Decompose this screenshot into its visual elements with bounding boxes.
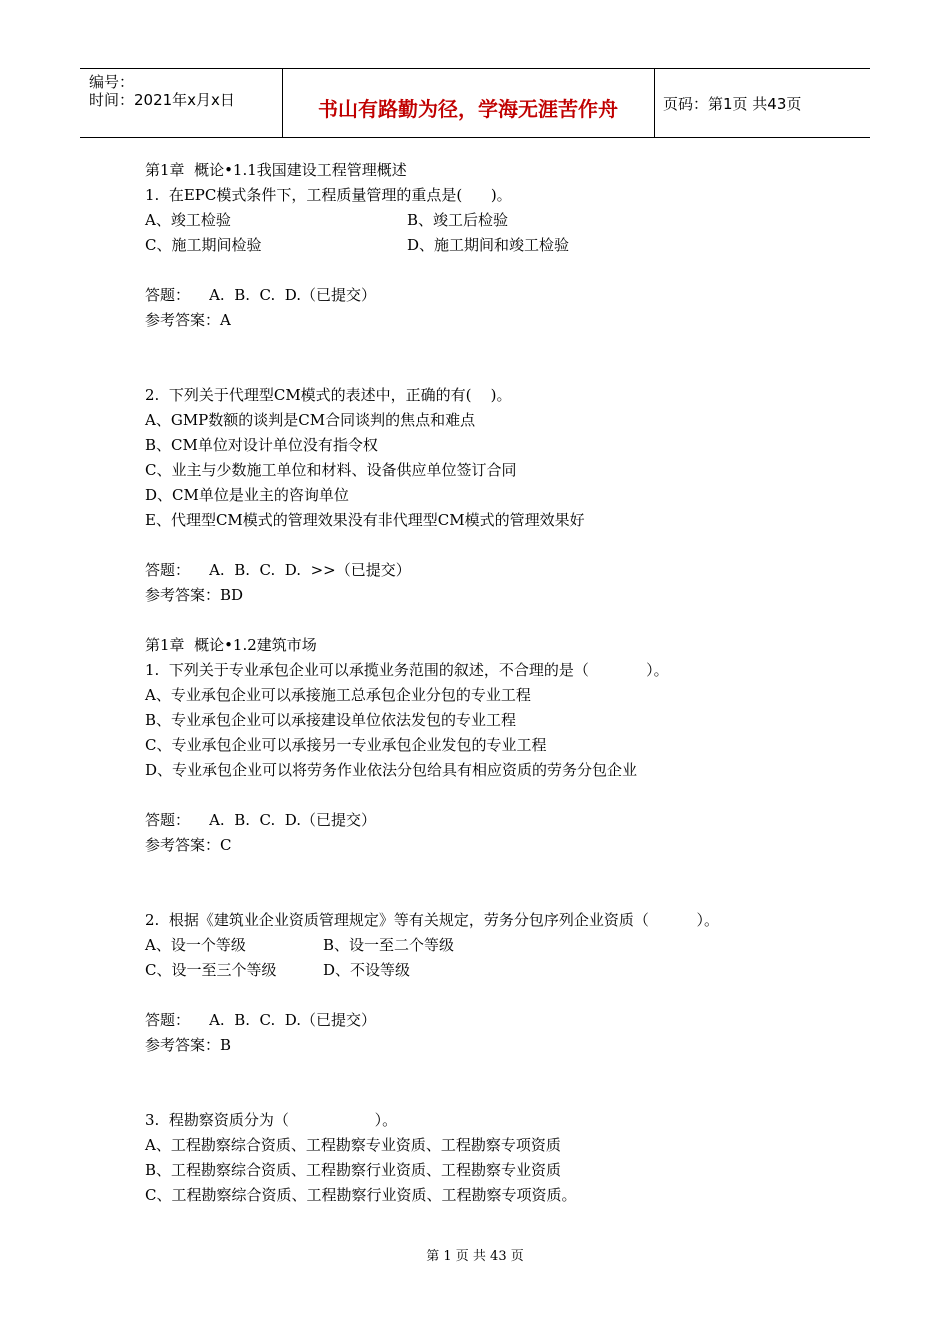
answer-line: 答题： A. B. C. D.（已提交）	[145, 811, 377, 829]
option: A、设一个等级	[145, 936, 246, 954]
time-label: 时间：2021年x月x日	[89, 91, 235, 109]
number-label: 编号：	[89, 73, 135, 91]
header-meta-cell	[80, 69, 283, 137]
section-title: 第1章 概论•1.2建筑市场	[145, 636, 317, 654]
question-stem: 1. 下列关于专业承包企业可以承揽业务范围的叙述，不合理的是（ ）。	[145, 661, 669, 679]
header-page-cell	[655, 69, 870, 137]
page-header	[80, 68, 870, 138]
option: B、专业承包企业可以承接建设单位依法发包的专业工程	[145, 711, 517, 729]
option: C、工程勘察综合资质、工程勘察行业资质、工程勘察专项资质。	[145, 1186, 577, 1204]
question-stem: 2. 下列关于代理型CM模式的表述中，正确的有( )。	[145, 386, 512, 404]
answer-line: 答题： A. B. C. D.（已提交）	[145, 286, 377, 304]
option: D、不设等级	[323, 961, 411, 979]
section-title: 第1章 概论•1.1我国建设工程管理概述	[145, 161, 407, 179]
question-stem: 1. 在EPC模式条件下，工程质量管理的重点是( )。	[145, 186, 512, 204]
option: D、施工期间和竣工检验	[407, 236, 570, 254]
option: B、竣工后检验	[407, 211, 509, 229]
option-row	[145, 933, 845, 958]
page-code: 页码：第1页 共43页	[663, 95, 802, 113]
answer-line: 答题： A. B. C. D. >>（已提交）	[145, 561, 411, 579]
document-body	[145, 158, 845, 1208]
option: A、GMP数额的谈判是CM合同谈判的焦点和难点	[145, 411, 476, 429]
option: A、竣工检验	[145, 211, 231, 229]
option: A、工程勘察综合资质、工程勘察专业资质、工程勘察专项资质	[145, 1136, 561, 1154]
reference-answer: 参考答案：B	[145, 1036, 232, 1054]
option: C、业主与少数施工单位和材料、设备供应单位签订合同	[145, 461, 517, 479]
option: E、代理型CM模式的管理效果没有非代理型CM模式的管理效果好	[145, 511, 585, 529]
option: B、设一至二个等级	[323, 936, 455, 954]
option: C、施工期间检验	[145, 236, 262, 254]
option: C、设一至三个等级	[145, 961, 277, 979]
option-row	[145, 958, 845, 983]
option: C、专业承包企业可以承接另一专业承包企业发包的专业工程	[145, 736, 547, 754]
question-stem: 3. 程勘察资质分为（ ）。	[145, 1111, 398, 1129]
question-stem: 2. 根据《建筑业企业资质管理规定》等有关规定，劳务分包序列企业资质（ ）。	[145, 911, 720, 929]
reference-answer: 参考答案：A	[145, 311, 231, 329]
option: B、CM单位对设计单位没有指令权	[145, 436, 378, 454]
option-row	[145, 233, 845, 258]
header-motto-cell	[282, 69, 655, 137]
motto: 书山有路勤为径，学海无涯苦作舟	[318, 97, 618, 121]
option: A、专业承包企业可以承接施工总承包企业分包的专业工程	[145, 686, 531, 704]
option: D、CM单位是业主的咨询单位	[145, 486, 349, 504]
reference-answer: 参考答案：BD	[145, 586, 244, 604]
option: D、专业承包企业可以将劳务作业依法分包给具有相应资质的劳务分包企业	[145, 761, 638, 779]
answer-line: 答题： A. B. C. D.（已提交）	[145, 1011, 377, 1029]
reference-answer: 参考答案：C	[145, 836, 232, 854]
page-footer: 第 1 页 共 43 页	[426, 1249, 524, 1264]
option: B、工程勘察综合资质、工程勘察行业资质、工程勘察专业资质	[145, 1161, 562, 1179]
option-row	[145, 208, 845, 233]
